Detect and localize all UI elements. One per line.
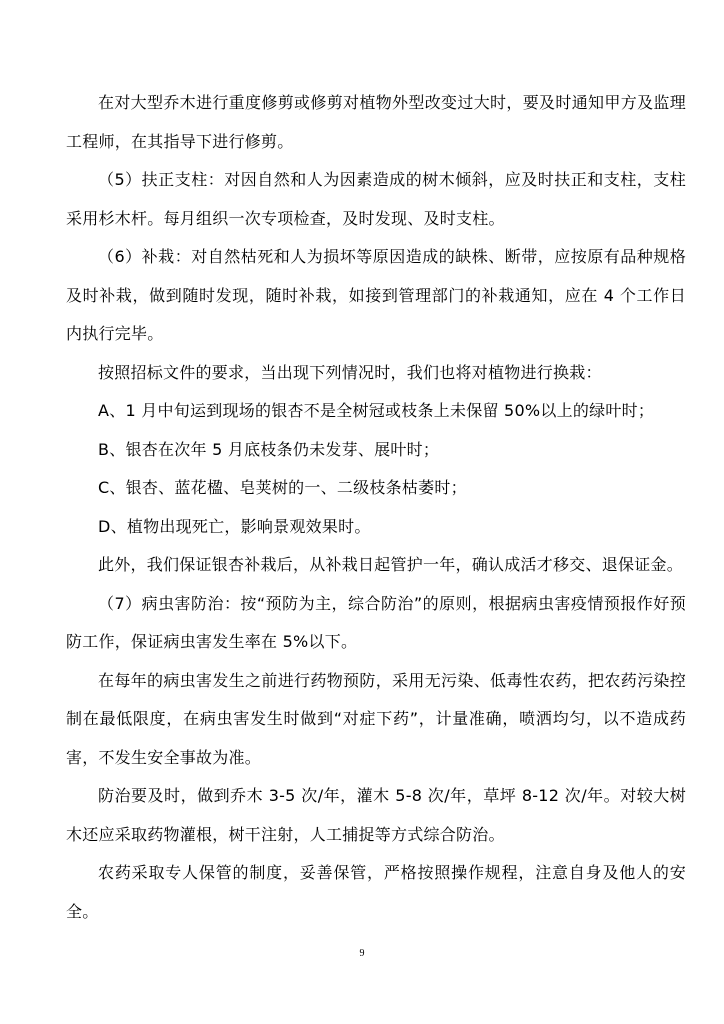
list-item-d: D、植物出现死亡，影响景观效果时。 — [98, 516, 371, 536]
paragraph-guarantee: 此外，我们保证银杏补栽后，从补栽日起管护一年，确认成活才移交、退保证金。 — [98, 555, 684, 574]
paragraph-straighten-support: （5）扶正支柱：对因自然和人为因素造成的树木倾斜，应及时扶正和支柱，支柱采用杉木杆。每月组织一次专项检查，及时发现、及时支柱。 — [66, 170, 686, 228]
paragraph-replanting: （6）补栽：对自然枯死和人为损坏等原因造成的缺株、断带，应按原有品种规格及时补栽，做到随时发现，随时补栽，如接到管理部门的补栽通知，应在 4 个工作日内执行完毕。 — [66, 247, 686, 343]
list-item-c: C、银杏、蓝花楹、皂荚树的一、二级枝条枯萎时； — [98, 478, 467, 497]
document-body — [66, 84, 686, 931]
list-item-a: A、1 月中旬运到现场的银杏不是全树冠或枝条上未保留 50%以上的绿叶时； — [98, 401, 655, 420]
paragraph-pest-control: （7）病虫害防治：按“预防为主，综合防治”的原则，根据病虫害疫情预报作好预防工作，保证病虫害发生率在 5%以下。 — [66, 593, 686, 651]
page-number: 9 — [359, 948, 365, 959]
paragraph-pruning-notice: 在对大型乔木进行重度修剪或修剪对植物外型改变过大时，要及时通知甲方及监理工程师，在其指导下进行修剪。 — [66, 93, 686, 151]
list-item-b: B、银杏在次年 5 月底枝条仍未发芽、展叶时； — [98, 439, 440, 459]
paragraph-pesticide-storage: 农药采取专人保管的制度，妥善保管，严格按照操作规程，注意自身及他人的安全。 — [66, 863, 686, 921]
paragraph-prevention: 在每年的病虫害发生之前进行药物预防，采用无污染、低毒性农药，把农药污染控制在最低限度，在病虫害发生时做到“对症下药”，计量准确，喷洒均匀，以不造成药害，不发生安全事故为准。 — [66, 670, 686, 767]
paragraph-treatment-frequency: 防治要及时，做到乔木 3-5 次/年，灌木 5-8 次/年，草坪 8-12 次/年。对较大树木还应采取药物灌根，树干注射，人工捕捉等方式综合防治。 — [66, 786, 686, 844]
paragraph-replacement-intro: 按照招标文件的要求，当出现下列情况时，我们也将对植物进行换栽： — [98, 362, 602, 382]
